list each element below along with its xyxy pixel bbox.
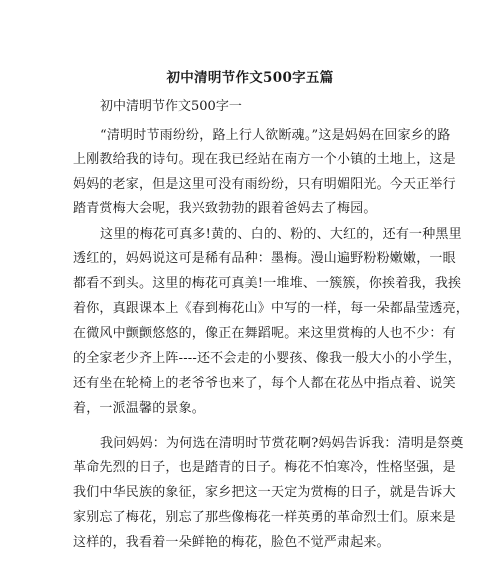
paragraph-3-line-4: 家别忘了梅花，别忘了那些像梅花一样英勇的革命烈士们。原来是 [73,510,456,525]
paragraph-1-line-1: “清明时节雨纷纷，路上行人欲断魂。”这是妈妈在回家乡的路 [100,128,451,143]
paragraph-2-line-4: 着你，真跟课本上《春到梅花山》中写的一样，每一朵都晶莹透亮， [73,301,470,316]
paragraph-2-line-8: 着，一派温馨的景象。 [73,401,206,416]
paragraph-2-line-1: 这里的梅花可真多!黄的、白的、粉的、大红的，还有一种黑里 [100,227,462,242]
paragraph-2-line-3: 都看不到头。这里的梅花可真美!一堆堆、一簇簇，你挨着我，我挨 [73,276,462,291]
paragraph-2-line-5: 在微风中颤颤悠悠的，像正在舞蹈呢。来这里赏梅的人也不少：有 [73,326,456,341]
section-heading: 初中清明节作文500字一 [100,99,242,114]
paragraph-2-line-2: 透红的，妈妈说这可是稀有品种：墨梅。漫山遍野粉粉嫩嫩，一眼 [73,251,456,266]
paragraph-3-line-5: 这样的，我看着一朵鲜艳的梅花，脸色不觉严肃起来。 [73,535,390,550]
paragraph-2-line-6: 的全家老少齐上阵----还不会走的小婴孩、像我一般大小的小学生， [73,351,461,366]
paragraph-1-line-2: 上刚教给我的诗句。现在我已经站在南方一个小镇的土地上，这是 [73,152,456,167]
paragraph-1-line-4: 踏青赏梅大会呢，我兴致勃勃的跟着爸妈去了梅园。 [73,201,377,216]
paragraph-3-line-2: 革命先烈的日子，也是踏青的日子。梅花不怕寒冷，性格坚强，是 [73,460,456,475]
paragraph-3-line-1: 我问妈妈：为何选在清明时节赏花啊?妈妈告诉我：清明是祭奠 [100,436,464,451]
paragraph-2-line-7: 还有坐在轮椅上的老爷爷也来了，每个人都在花丛中指点着、说笑 [73,376,456,391]
paragraph-3-line-3: 我们中华民族的象征，家乡把这一天定为赏梅的日子，就是告诉大 [73,485,456,500]
document-title: 初中清明节作文500字五篇 [166,70,334,86]
paragraph-1-line-3: 妈妈的老家，但是这里可没有雨纷纷，只有明媚阳光。今天正举行 [73,177,456,192]
